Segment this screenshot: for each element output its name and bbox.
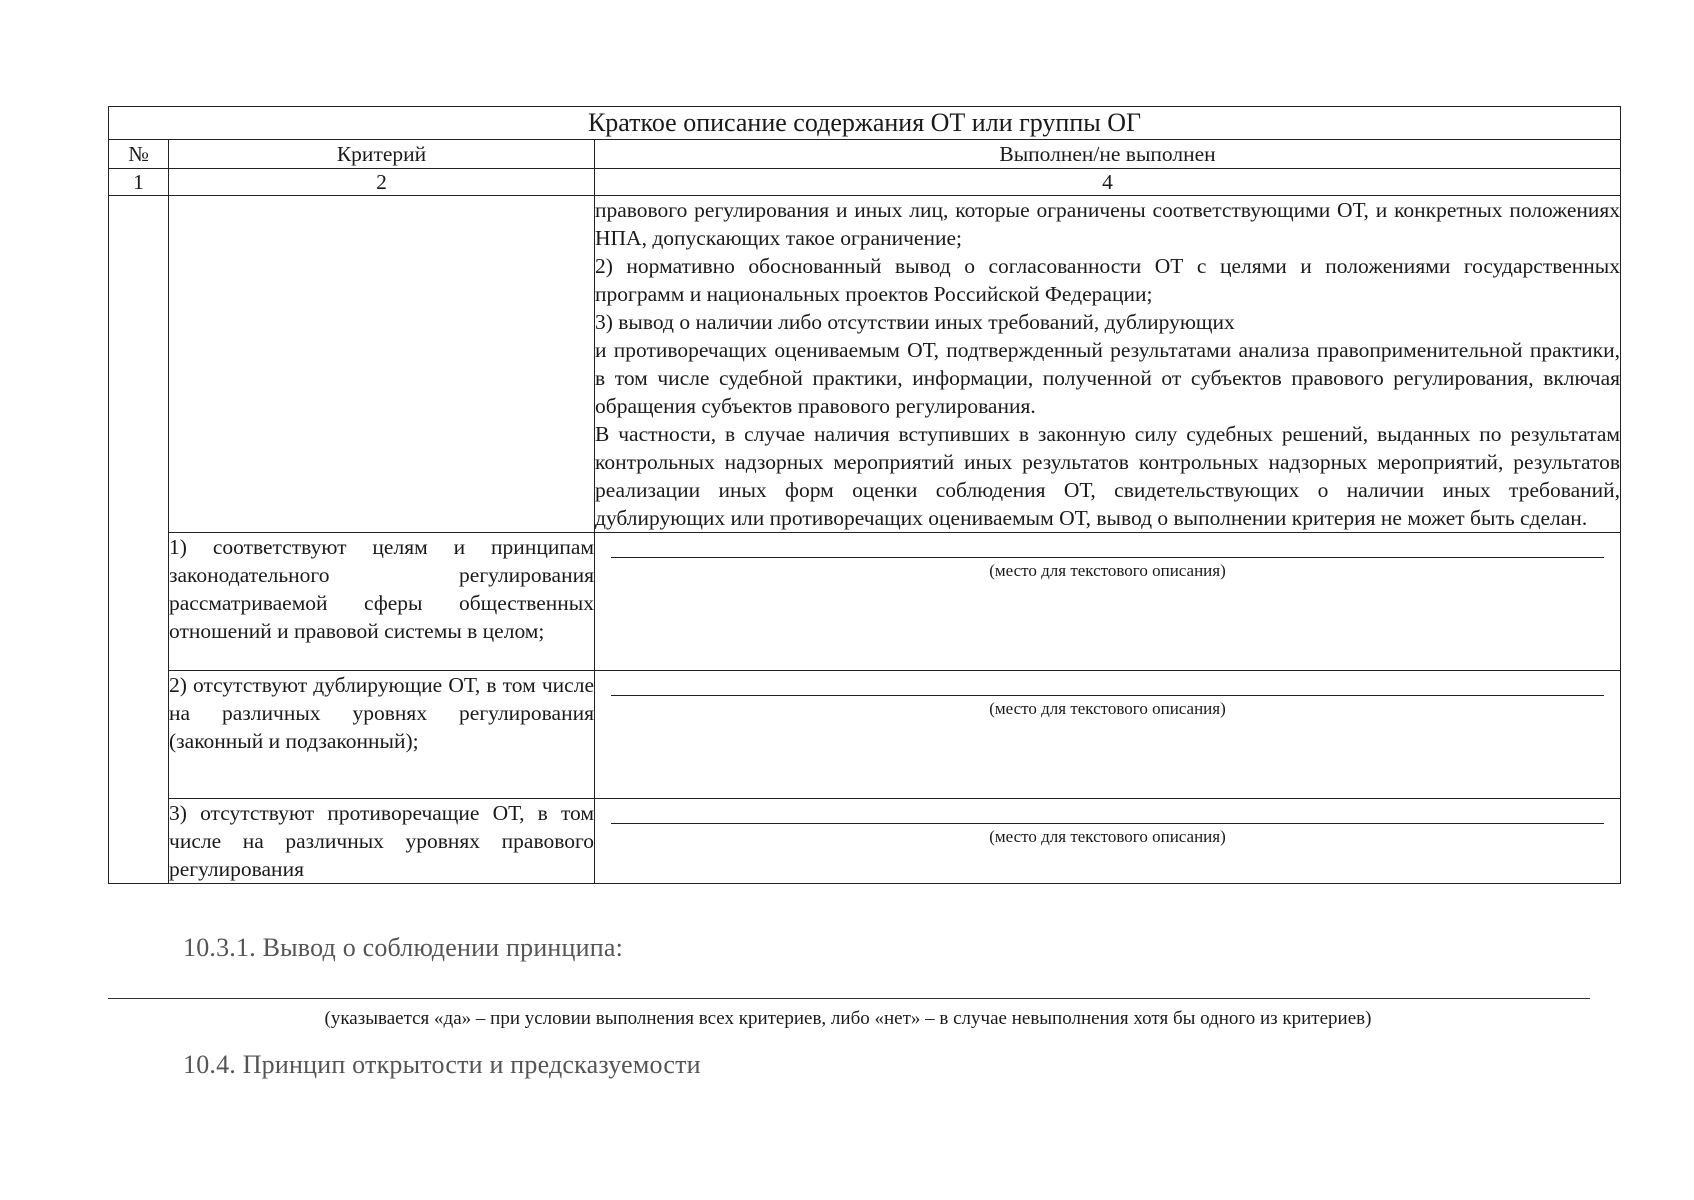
header-status: Выполнен/не выполнен <box>595 140 1621 169</box>
criteria-table <box>108 106 1621 884</box>
body-paragraph: В частности, в случае наличия вступивших в законную силу судебных решений, выданных по результатам контрольных надзорных мероприятий иных результатов контрольных надзорных мероприятий, результатов реализации иных форм оценки соблюдения ОТ, свидетельствующих о наличии иных требований, дублирующих или противоречащих оцениваемым ОТ, вывод о выполнении критерия не может быть сделан. <box>595 422 1621 530</box>
criterion-1: 1) соответствуют целям и принципам законодательного регулирования рассматриваемой сферы общественных отношений и правовой системы в целом; <box>169 533 595 671</box>
column-number-4: 4 <box>595 169 1621 196</box>
description-line <box>611 695 1604 696</box>
criterion-2: 2) отсутствуют дублирующие ОТ, в том числе на различных уровнях регулирования (законный и подзаконный); <box>169 671 595 799</box>
requirements-text-cell <box>595 196 1621 533</box>
column-number-2: 2 <box>169 169 595 196</box>
conclusion-caption: (указывается «да» – при условии выполнения всех критериев, либо «нет» – в случае невыполнения хотя бы одного из критериев) <box>324 1008 1372 1029</box>
description-line <box>611 557 1604 558</box>
description-field-2[interactable] <box>595 671 1621 799</box>
description-placeholder: (место для текстового описания) <box>989 561 1226 580</box>
description-placeholder: (место для текстового описания) <box>989 699 1226 718</box>
body-paragraph: и противоречащих оцениваемым ОТ, подтвержденный результатами анализа правоприменительной практики, в том числе судебной практики, информации, полученной от субъектов правового регулирования, включая обращения субъектов правового регулирования. <box>595 338 1621 418</box>
description-field-1[interactable] <box>595 533 1621 671</box>
row-number-cell <box>109 196 169 884</box>
body-paragraph: 2) нормативно обоснованный вывод о согласованности ОТ с целями и положениями государственных программ и национальных проектов Российской Федерации; <box>595 254 1621 306</box>
description-line <box>611 823 1604 824</box>
section-heading: 10.4. Принцип открытости и предсказуемости <box>183 1050 701 1079</box>
body-paragraph: 3) вывод о наличии либо отсутствии иных требований, дублирующих <box>595 310 1235 334</box>
header-criterion: Критерий <box>169 140 595 169</box>
criterion-3: 3) отсутствуют противоречащие ОТ, в том числе на различных уровнях правового регулирования <box>169 799 595 884</box>
table-title: Краткое описание содержания ОТ или группы ОГ <box>109 107 1621 140</box>
conclusion-answer-line[interactable] <box>108 998 1590 999</box>
column-number-1: 1 <box>109 169 169 196</box>
criterion-empty-cell <box>169 196 595 533</box>
conclusion-heading: 10.3.1. Вывод о соблюдении принципа: <box>183 933 624 962</box>
body-paragraph: правового регулирования и иных лиц, которые ограничены соответствующими ОТ, и конкретных положениях НПА, допускающих такое ограничение; <box>595 198 1621 250</box>
header-number: № <box>109 140 169 169</box>
description-placeholder: (место для текстового описания) <box>989 827 1226 846</box>
description-field-3[interactable] <box>595 799 1621 884</box>
